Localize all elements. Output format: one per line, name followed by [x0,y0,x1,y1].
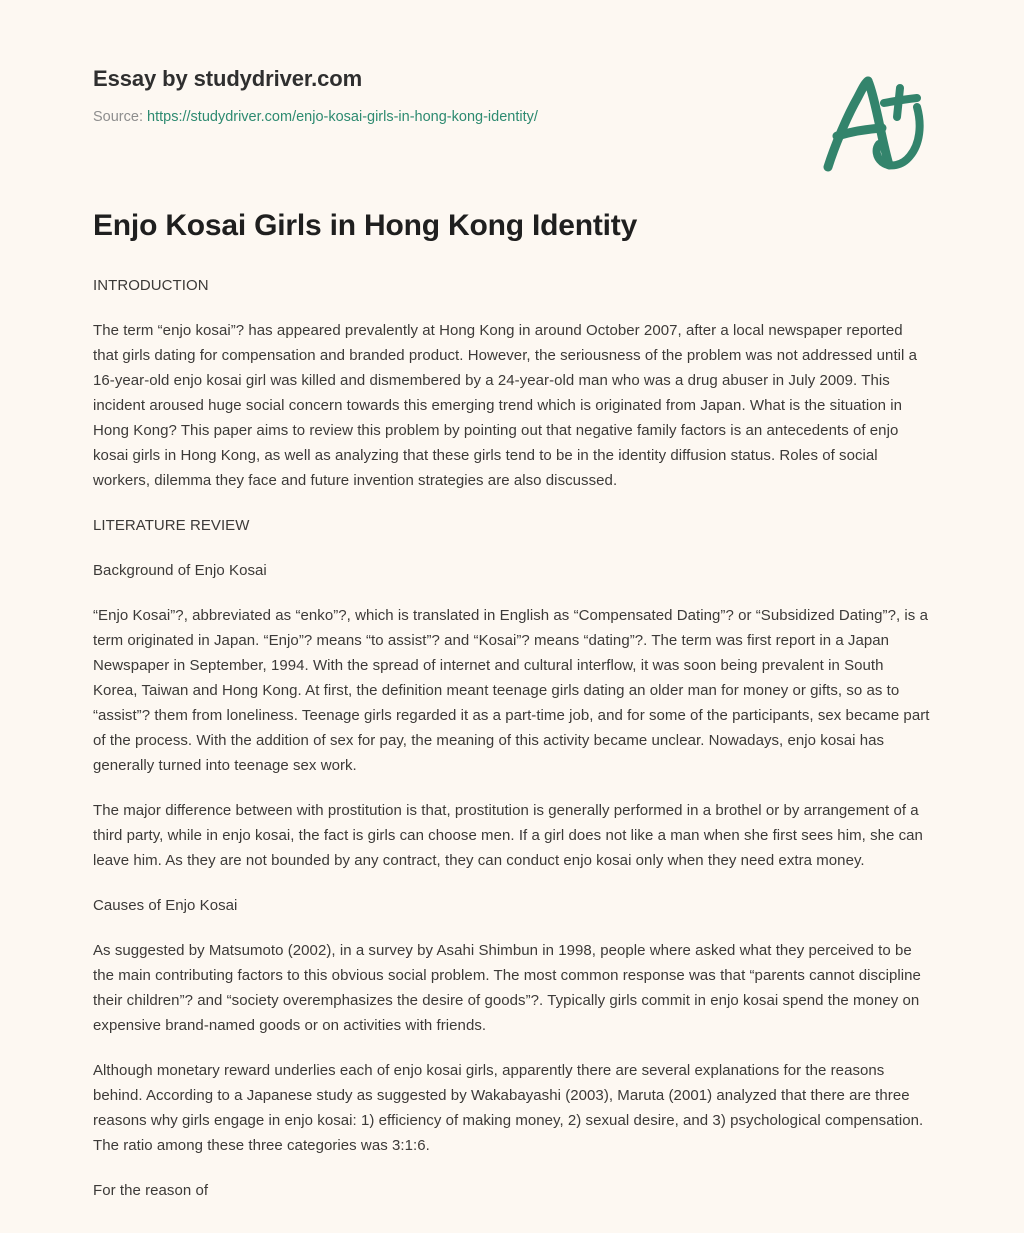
essay-body [93,245,931,1203]
paragraph: For the reason of [93,1181,209,1199]
paragraph: Causes of Enjo Kosai [93,896,238,914]
paragraph: INTRODUCTION [93,276,209,294]
paragraph: LITERATURE REVIEW [93,516,250,534]
paragraph: Background of Enjo Kosai [93,561,267,579]
paragraph: “Enjo Kosai”?, abbreviated as “enko”?, which is translated in English as “Compensated Dating”? or “Subsidized Dating”?, is a term originated in Japan. “Enjo”? means “to assist”? and “Kosai”? means “dating”?. The term was first report in a Japan Newspaper in September, 1994. With the spread of internet and cultural interflow, it was soon being prevalent in South Korea, Taiwan and Hong Kong. At first, the definition meant teenage girls dating an older man for money or gifts, so as to “assist”? them from loneliness. Teenage girls regarded it as a part-time job, and for some of the participants, sex became part of the process. With the addition of sex for pay, the meaning of this activity became unclear. Nowadays, enjo kosai has generally turned into teenage sex work. [93,606,930,774]
page-title: Enjo Kosai Girls in Hong Kong Identity [93,209,638,242]
paragraph: The term “enjo kosai”? has appeared prevalently at Hong Kong in around October 2007, after a local newspaper reported that girls dating for compensation and branded product. However, the seriousness of the problem was not addressed until a 16-year-old enjo kosai girl was killed and dismembered by a 24-year-old man who was a drug abuser in July 2009. This incident aroused huge social concern towards this emerging trend which is originated from Japan. What is the situation in Hong Kong? This paper aims to review this problem by pointing out that negative family factors is an antecedents of enjo kosai girls in Hong Kong, as well as analyzing that these girls tend to be in the identity diffusion status. Roles of social workers, dilemma they face and future invention strategies are also discussed. [93,321,918,489]
paragraph: As suggested by Matsumoto (2002), in a survey by Asahi Shimbun in 1998, people where asked what they perceived to be the main contributing factors to this obvious social problem. The most common response was that “parents cannot discipline their children”? and “society overemphasizes the desire of goods”?. Typically girls commit in enjo kosai spend the money on expensive brand-named goods or on activities with friends. [93,941,921,1034]
paragraph: Although monetary reward underlies each of enjo kosai girls, apparently there are several explanations for the reasons behind. According to a Japanese study as suggested by Wakabayashi (2003), Maruta (2001) analyzed that there are three reasons why girls engage in enjo kosai: 1) efficiency of making money, 2) sexual desire, and 3) psychological compensation. The ratio among these three categories was 3:1:6. [93,1061,924,1154]
page-header [93,0,931,126]
source-line [93,109,931,126]
paragraph: The major difference between with prostitution is that, prostitution is generally performed in a brothel or by arrangement of a third party, while in enjo kosai, the fact is girls can choose men. If a girl does not like a man when she first sees him, she can leave him. As they are not bounded by any contract, they can conduct enjo kosai only when they need extra money. [93,801,923,869]
a-plus-icon [816,70,934,175]
essay-byline: Essay by studydriver.com [93,66,363,91]
studydriver-logo[interactable] [816,70,934,175]
source-url-link[interactable]: https://studydriver.com/enjo-kosai-girls-in-hong-kong-identity/ [147,109,538,126]
source-label: Source: [93,109,143,126]
